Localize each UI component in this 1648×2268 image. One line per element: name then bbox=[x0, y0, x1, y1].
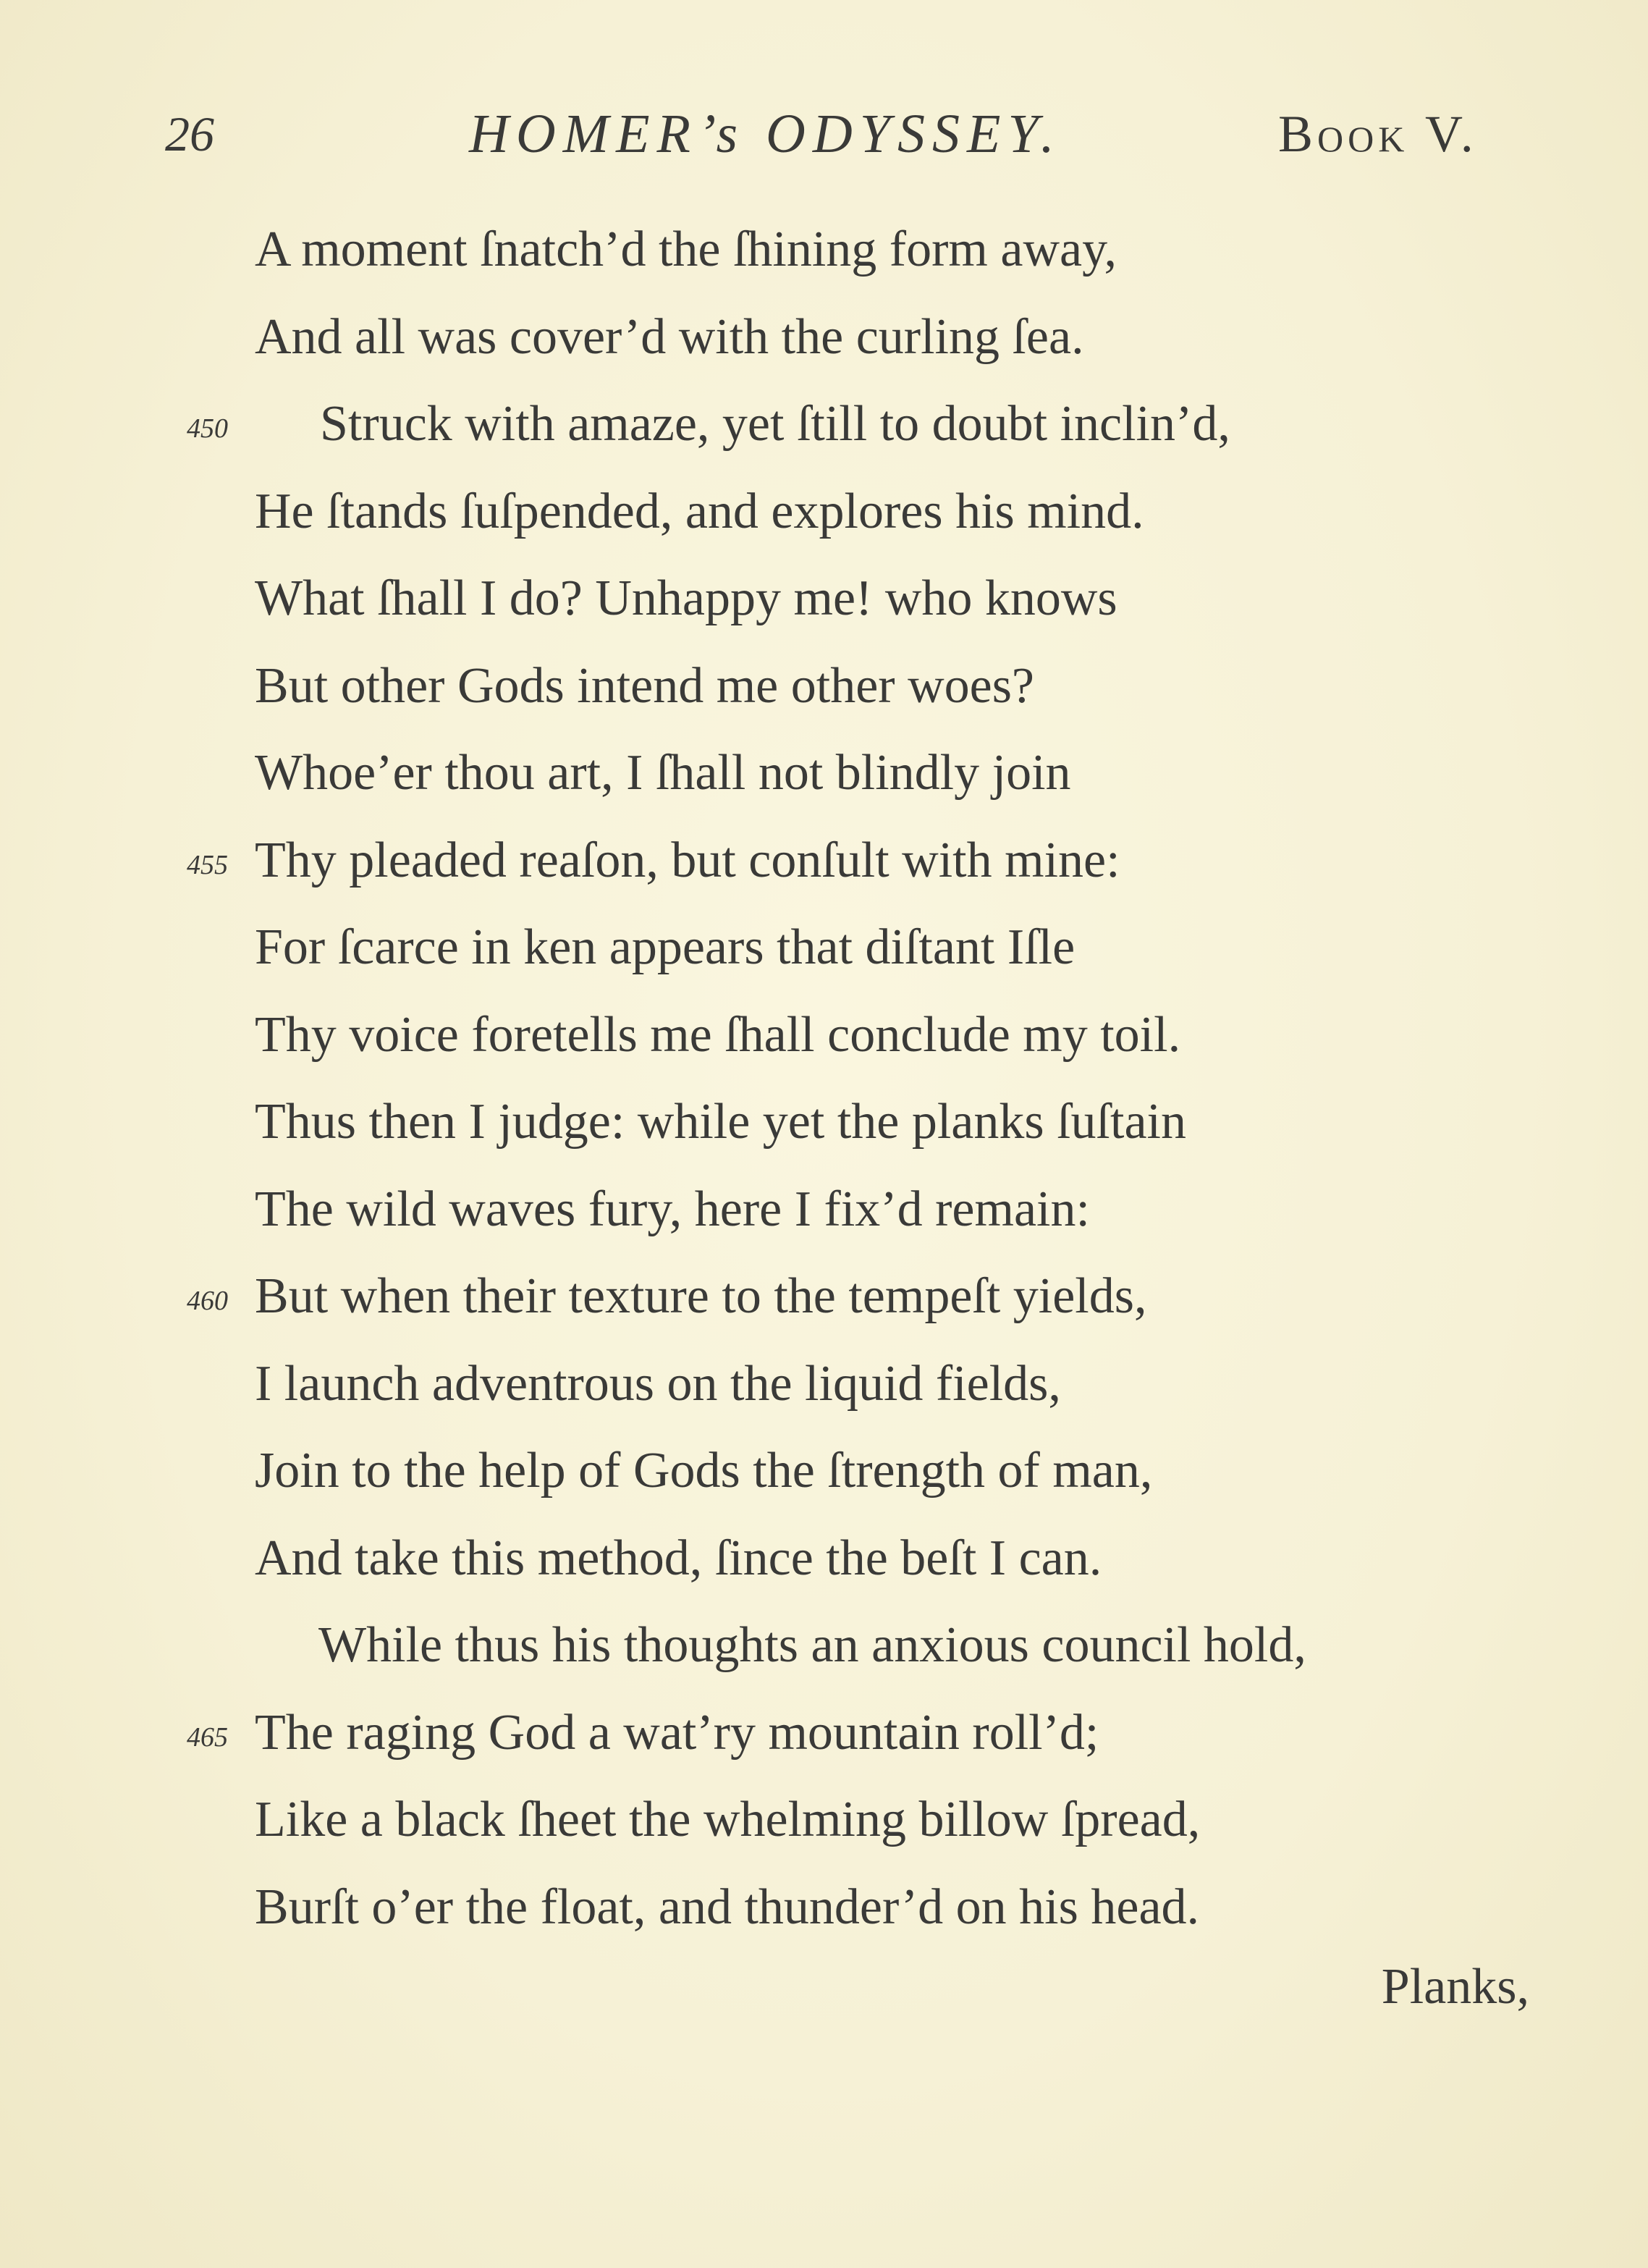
verse-line bbox=[0, 1253, 1648, 1341]
verse-line-text: Thus then I judge: while yet the planks ſuſtain bbox=[255, 1094, 1186, 1150]
verse-line-text: The raging God a wat’ry mountain roll’d; bbox=[255, 1704, 1099, 1761]
verse-line bbox=[0, 294, 1648, 381]
verse-line bbox=[0, 1602, 1648, 1690]
verse-line-text: Struck with amaze, yet ſtill to doubt inclin’d, bbox=[320, 396, 1230, 452]
verse-line-text: While thus his thoughts an anxious council hold, bbox=[318, 1617, 1306, 1673]
verse-line bbox=[0, 1776, 1648, 1864]
verse-line bbox=[0, 992, 1648, 1079]
verse-line bbox=[0, 555, 1648, 643]
verse-line bbox=[0, 1341, 1648, 1428]
verse-line-text: A moment ſnatch’d the ſhining form away, bbox=[255, 222, 1117, 277]
verse-line bbox=[0, 1515, 1648, 1603]
verse-line bbox=[0, 468, 1648, 556]
line-number: 460 bbox=[187, 1286, 228, 1316]
line-number: 455 bbox=[187, 849, 228, 880]
line-number: 465 bbox=[187, 1721, 228, 1753]
verse-line-text: Thy pleaded reaſon, but conſult with mine: bbox=[255, 832, 1120, 888]
verse-line-text: But when their texture to the tempeſt yields, bbox=[255, 1268, 1147, 1324]
verse-line-text: Thy voice foretells me ſhall conclude my toil. bbox=[255, 1006, 1181, 1063]
verse-line-text: What ſhall I do? Unhappy me! who knows bbox=[255, 570, 1117, 626]
verse-line bbox=[0, 206, 1648, 294]
verse-line bbox=[0, 1166, 1648, 1254]
verse-line-text: And take this method, ſince the beſt I can. bbox=[255, 1530, 1102, 1586]
verse-line bbox=[0, 1690, 1648, 1777]
verse-line-text: He ſtands ſuſpended, and explores his mind. bbox=[255, 483, 1144, 539]
line-number: 450 bbox=[187, 413, 228, 444]
verse-line bbox=[0, 1079, 1648, 1166]
verse-line bbox=[0, 817, 1648, 905]
verse-line-text: Whoe’er thou art, I ſhall not blindly join bbox=[255, 745, 1071, 801]
verse-line bbox=[0, 381, 1648, 468]
catchword: Planks, bbox=[1381, 1959, 1529, 2015]
page-number: 26 bbox=[165, 106, 214, 161]
verse-line bbox=[0, 1864, 1648, 1952]
verse-line-text: Like a black ſheet the whelming billow ſpread, bbox=[255, 1792, 1201, 1847]
verse-line-text: For ſcarce in ken appears that diſtant Iſle bbox=[255, 919, 1076, 975]
verse-block bbox=[0, 206, 1648, 1951]
verse-line bbox=[0, 1428, 1648, 1515]
page-header bbox=[0, 94, 1648, 174]
verse-line bbox=[0, 904, 1648, 992]
verse-line-text: And all was cover’d with the curling ſea. bbox=[255, 308, 1084, 365]
verse-line bbox=[0, 730, 1648, 817]
running-title: HOMER’s ODYSSEY. bbox=[469, 104, 1062, 164]
book-label: Book V. bbox=[1278, 105, 1478, 163]
verse-line bbox=[0, 643, 1648, 730]
verse-line-text: But other Gods intend me other woes? bbox=[255, 657, 1035, 714]
verse-line-text: I launch adventrous on the liquid fields, bbox=[255, 1355, 1061, 1412]
verse-line-text: Burſt o’er the float, and thunder’d on his head. bbox=[255, 1879, 1200, 1935]
verse-line-text: The wild waves fury, here I fix’d remain: bbox=[255, 1181, 1090, 1237]
verse-line-text: Join to the help of Gods the ſtrength of man, bbox=[255, 1443, 1153, 1498]
